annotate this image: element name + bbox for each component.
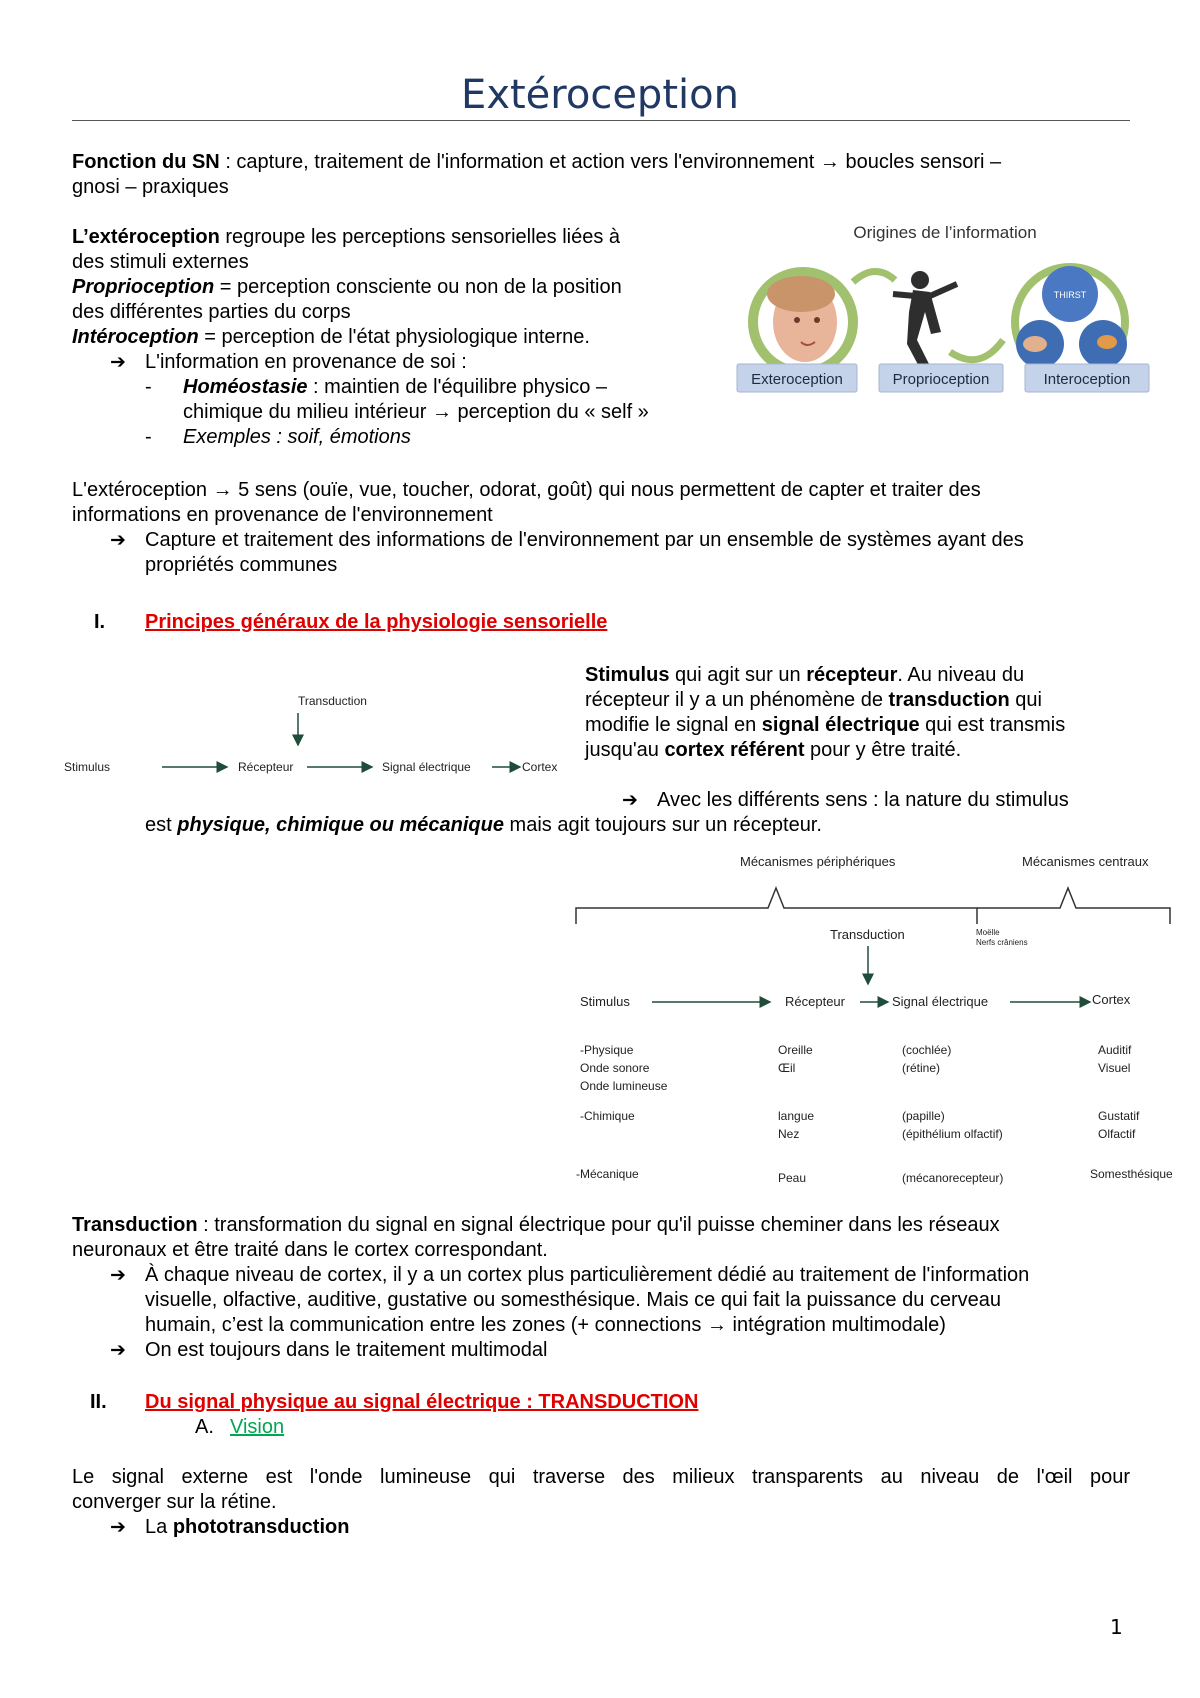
arrow-bullet-icon: ➔ — [110, 529, 126, 551]
section-1-numeral: I. — [94, 611, 106, 633]
cortex-cell: Gustatif — [1098, 1109, 1140, 1123]
section-2-heading: Du signal physique au signal électrique : TRANSDUCTION — [145, 1391, 699, 1413]
dash-bullet: - — [145, 426, 152, 448]
homeostasis-item-2: chimique du milieu intérieur → perception du « self » — [183, 401, 649, 423]
proprioception-definition: Proprioception = perception consciente ou non de la position — [72, 276, 622, 298]
signal-cell: (mécanorecepteur) — [902, 1171, 1004, 1185]
receptor-cell: langue — [778, 1109, 815, 1123]
signal-cell: (rétine) — [902, 1061, 941, 1075]
phototransduction-bullet: La phototransduction — [145, 1516, 350, 1538]
receptor-cell: Oreille — [778, 1043, 813, 1057]
transduction-definition-2: neuronaux et être traité dans le cortex correspondant. — [72, 1239, 548, 1261]
diagram-transduction-label: Transduction — [298, 694, 367, 708]
cortex-cell: Olfactif — [1098, 1127, 1136, 1141]
arrow-bullet-icon: ➔ — [622, 789, 638, 811]
intro-line-2: gnosi – praxiques — [72, 176, 229, 198]
page-title: Extéroception — [461, 72, 739, 118]
receptor-cell: Œil — [778, 1061, 796, 1075]
diagram-recepteur-label: Récepteur — [238, 760, 294, 774]
stimulus-type-cell: -Mécanique — [576, 1167, 639, 1181]
diagram-cortex-label: Cortex — [522, 760, 558, 774]
simple-transduction-diagram — [62, 675, 582, 785]
page-number: 1 — [1110, 1615, 1123, 1639]
arrow-bullet-icon: ➔ — [110, 1264, 126, 1286]
cortex-cell: Somesthésique — [1090, 1167, 1173, 1181]
dash-bullet: - — [145, 376, 152, 398]
thirst-label: THIRST — [1053, 290, 1087, 300]
signal-cell: (cochlée) — [902, 1043, 952, 1057]
stimulus-paragraph-1: Stimulus qui agit sur un récepteur. Au niveau du — [585, 664, 1025, 686]
five-senses-line-2: informations en provenance de l'environnement — [72, 504, 493, 526]
stimulus-type-cell: Onde sonore — [580, 1061, 650, 1075]
exteroception-box — [737, 364, 857, 392]
transduction-definition-1: Transduction : transformation du signal en signal électrique pour qu'il puisse cheminer dans les réseaux — [72, 1214, 1000, 1236]
svg-text:Interoception: Interoception — [1043, 371, 1131, 388]
peripheral-brace — [576, 888, 977, 924]
stimulus-type-cell: -Physique — [580, 1043, 634, 1057]
svg-text:Proprioception: Proprioception — [892, 371, 990, 388]
origins-figure-title: Origines de l’information — [853, 223, 1037, 242]
arrow-bullet-icon: ➔ — [110, 1516, 126, 1538]
nerfs-label: Nerfs crâniens — [976, 938, 1028, 947]
senses-nature-line-2: est physique, chimique ou mécanique mais agit toujours sur un récepteur. — [145, 814, 822, 836]
diagram-stimulus-label: Stimulus — [64, 760, 111, 774]
cortex-cell: Visuel — [1098, 1061, 1131, 1075]
cortex-cell: Auditif — [1098, 1043, 1132, 1057]
senses-nature-line-1: Avec les différents sens : la nature du stimulus — [657, 789, 1069, 811]
peripheral-mechanisms-label: Mécanismes périphériques — [740, 854, 896, 869]
svg-text:Exteroception: Exteroception — [751, 371, 843, 388]
exteroception-definition-2: des stimuli externes — [72, 251, 249, 273]
proprioception-definition-2: des différentes parties du corps — [72, 301, 351, 323]
central-brace — [977, 888, 1170, 924]
cortex-bullet-2: visuelle, olfactive, auditive, gustative ou somesthésique. Mais ce qui fait la puissance du cerveau — [145, 1289, 1002, 1311]
signal-cell: (papille) — [902, 1109, 945, 1123]
big-signal-label: Signal électrique — [892, 994, 989, 1009]
moelle-label: Moëlle — [976, 928, 1000, 937]
exteroception-image — [753, 272, 853, 372]
intro-label: Fonction du SN — [72, 151, 220, 173]
arrow-bullet-icon: ➔ — [110, 1339, 126, 1361]
homeostasis-item: Homéostasie : maintien de l'équilibre physico – — [183, 376, 608, 398]
big-cortex-label: Cortex — [1092, 992, 1131, 1007]
big-stimulus-label: Stimulus — [580, 994, 630, 1009]
arrow-bullet-icon: ➔ — [110, 351, 126, 373]
vision-paragraph-1: Le signal externe est l'onde lumineuse qui traverse des milieux transparents au niveau de l'œil pour — [72, 1466, 1130, 1488]
big-transduction-label: Transduction — [830, 927, 905, 942]
interoception-box — [1025, 364, 1149, 392]
multimodal-bullet: On est toujours dans le traitement multimodal — [145, 1339, 548, 1361]
stimulus-type-cell: Onde lumineuse — [580, 1079, 668, 1093]
vision-paragraph-2: converger sur la rétine. — [72, 1491, 277, 1513]
examples-item: Exemples : soif, émotions — [183, 426, 411, 448]
proprioception-box — [879, 364, 1003, 392]
stimulus-paragraph-4: jusqu'au cortex référent pour y être traité. — [585, 739, 962, 761]
title-underline — [72, 120, 1130, 121]
section-2-numeral: II. — [90, 1391, 107, 1413]
five-senses-line-1: L'extéroception → 5 sens (ouïe, vue, toucher, odorat, goût) qui nous permettent de capter et traiter des — [72, 479, 981, 501]
stimulus-type-cell: -Chimique — [580, 1109, 635, 1123]
central-mechanisms-label: Mécanismes centraux — [1022, 854, 1149, 869]
origins-figure — [735, 222, 1155, 422]
diagram-signal-label: Signal électrique — [382, 760, 471, 774]
cortex-bullet-3: humain, c’est la communication entre les zones (+ connections → intégration multimodale) — [145, 1314, 946, 1336]
section-1-heading: Principes généraux de la physiologie sensorielle — [145, 611, 608, 633]
cortex-bullet-1: À chaque niveau de cortex, il y a un cortex plus particulièrement dédié au traitement de l'information — [145, 1264, 1030, 1286]
receptor-cell: Nez — [778, 1127, 800, 1141]
signal-cell: (épithélium olfactif) — [902, 1127, 1003, 1141]
sensory-mechanisms-diagram — [570, 850, 1200, 1190]
subsection-a-heading: Vision — [230, 1416, 285, 1438]
receptor-cell: Peau — [778, 1171, 807, 1185]
intro-line-1: Fonction du SN : capture, traitement de l'information et action vers l'environnement → boucles sensori – — [72, 151, 1002, 173]
self-info-bullet: L'information en provenance de soi : — [145, 351, 467, 373]
capture-bullet-2: propriétés communes — [145, 554, 338, 576]
interoception-image — [1015, 266, 1127, 377]
subsection-a-letter: A. — [195, 1416, 214, 1438]
stimulus-paragraph-3: modifie le signal en signal électrique qui est transmis — [585, 714, 1066, 736]
interoception-definition: Intéroception = perception de l'état physiologique interne. — [72, 326, 590, 348]
capture-bullet-1: Capture et traitement des informations de l'environnement par un ensemble de systèmes ayant des — [145, 529, 1024, 551]
stimulus-paragraph-2: récepteur il y a un phénomène de transduction qui — [585, 689, 1042, 711]
big-recepteur-label: Récepteur — [785, 994, 845, 1009]
exteroception-definition: L’extéroception regroupe les perceptions sensorielles liées à — [72, 226, 621, 248]
